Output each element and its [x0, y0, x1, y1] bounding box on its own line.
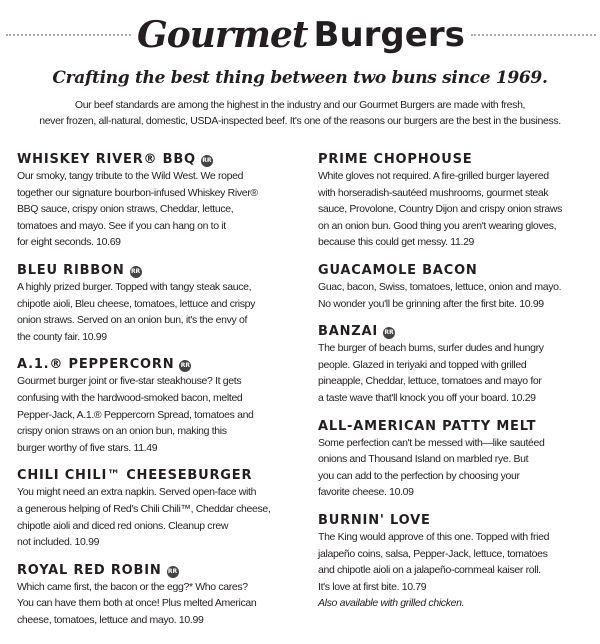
- menu-item: [318, 152, 600, 251]
- menu-item-title: CHILI CHILI™ CHEESEBURGER: [17, 468, 253, 484]
- menu-item-description-line: The King would approve of this one. Topped with fried: [318, 530, 550, 543]
- menu-item-name: [318, 152, 600, 168]
- menu-item: [318, 513, 600, 612]
- menu-item: [17, 357, 307, 456]
- menu-item: [17, 263, 307, 345]
- menu-item-title: ROYAL RED ROBIN: [17, 562, 162, 578]
- title-bold: Burgers: [313, 15, 465, 55]
- menu-column-right: [318, 152, 600, 624]
- menu-item-description-line: cheese, tomatoes, lettuce and mayo. 10.99: [17, 613, 204, 626]
- menu-item-title: BURNIN' LOVE: [318, 512, 431, 528]
- menu-item-description-line: Our smoky, tangy tribute to the Wild West. We roped: [17, 170, 244, 182]
- menu-item-name: [318, 263, 600, 279]
- menu-item-note: Also available with grilled chicken.: [318, 597, 465, 610]
- menu-item-description-line: sauce, Provolone, Country Dijon and crispy onion straws: [318, 203, 562, 216]
- menu-item-description-line: Some perfection can't be messed with—like sautéed: [318, 436, 545, 449]
- menu-item-name: [17, 263, 307, 279]
- menu-item-description-line: chipotle aioli and diced red onions. Cleanup crew: [17, 519, 229, 532]
- menu-item-description-line: people. Glazed in teriyaki and topped with grilled: [318, 358, 527, 371]
- menu-item-name: [17, 152, 307, 168]
- menu-item-description-line: confusing with the hardwood-smoked bacon, melted: [17, 391, 243, 404]
- tagline: Crafting the best thing between two buns since 1969.: [52, 68, 548, 88]
- menu-item-description-line: jalapeño coins, salsa, Pepper-Jack, lettuce, tomatoes: [318, 547, 548, 560]
- menu-item-description-line: the county fair. 10.99: [17, 330, 107, 343]
- menu-item: [318, 324, 600, 406]
- menu-item-title: BLEU RIBBON: [17, 262, 125, 278]
- menu-item-description-line: onion straws. Served on an onion bun, it's the envy of: [17, 314, 248, 327]
- menu-item-description-line: You can have them both at once! Plus melted American: [17, 597, 257, 610]
- menu-item-name: [318, 324, 600, 340]
- menu-item-title: WHISKEY RIVER® BBQ: [17, 152, 196, 167]
- red-robin-logo-icon: RR: [201, 155, 213, 167]
- menu-item-title: GUACAMOLE BACON: [318, 262, 478, 278]
- menu-item-description-line: Gourmet burger joint or five-star steakhouse? It gets: [17, 375, 242, 388]
- menu-item-description-line: No wonder you'll be grinning after the first bite. 10.99: [318, 297, 544, 310]
- menu-item-title: PRIME CHOPHOUSE: [318, 152, 473, 167]
- menu-item-description-line: White gloves not required. A fire-grilled burger layered: [318, 170, 549, 182]
- dotted-divider-left: [6, 34, 131, 36]
- menu-item: [17, 563, 307, 629]
- menu-item-name: [318, 513, 600, 529]
- menu-item-description-line: because this could get messy. 11.29: [318, 236, 475, 249]
- menu-item-description-line: tomatoes and mayo. See if you can hang on to it: [17, 219, 226, 232]
- menu-item-name: [17, 563, 307, 579]
- menu-item-name: [17, 357, 307, 373]
- menu-item-description-line: pineapple, Cheddar, lettuce, tomatoes and mayo for: [318, 375, 542, 388]
- intro-line: never frozen, all-natural, domestic, USDA-inspected beef. It's one of the reasons our burgers are the best in the business.: [39, 115, 561, 127]
- red-robin-logo-icon: RR: [383, 327, 395, 339]
- intro-text: [0, 97, 600, 129]
- menu-item-description-line: a taste wave that'll knock you off your board. 10.29: [318, 391, 536, 404]
- menu-item-description-line: Pepper-Jack, A.1.® Peppercorn Spread, tomatoes and: [17, 408, 254, 421]
- page-title: [0, 14, 600, 56]
- menu-item-description-line: A highly prized burger. Topped with tangy steak sauce,: [17, 280, 252, 293]
- red-robin-logo-icon: RR: [130, 266, 142, 278]
- menu-item-description-line: BBQ sauce, crispy onion straws, Cheddar, lettuce,: [17, 203, 234, 216]
- menu-item: [318, 419, 600, 501]
- menu-item-name: [17, 468, 307, 484]
- menu-item-description-line: onions and Thousand Island on marbled rye. But: [318, 453, 529, 466]
- menu-item-description-line: and chipotle aioli on a jalapeño-cornmeal kaiser roll.: [318, 564, 541, 577]
- menu-item-description-line: Guac, bacon, Swiss, tomatoes, lettuce, onion and mayo.: [318, 280, 562, 293]
- menu-item-description-line: on an onion bun. Good thing you aren't wearing gloves,: [318, 219, 557, 232]
- menu-item: [17, 468, 307, 550]
- menu-item-description-line: The burger of beach bums, surfer dudes and hungry: [318, 342, 544, 355]
- red-robin-logo-icon: RR: [167, 566, 179, 578]
- menu-item-title: ALL-AMERICAN PATTY MELT: [318, 418, 537, 434]
- menu-item-description-line: you can add to the perfection by choosing your: [318, 469, 520, 482]
- menu-item-description-line: It's love at first bite. 10.79: [318, 580, 427, 593]
- menu-item-description-line: not included. 10.99: [17, 536, 100, 549]
- menu-item: [17, 152, 307, 251]
- red-robin-logo-icon: RR: [179, 360, 191, 372]
- menu-item-description-line: together our signature bourbon-infused Whiskey River®: [17, 186, 258, 199]
- menu-item-description-line: chipotle aioli, Bleu cheese, tomatoes, lettuce and crispy: [17, 297, 256, 310]
- menu-item-description-line: burger worthy of five stars. 11.49: [17, 441, 158, 454]
- menu-item-description-line: with horseradish-sautéed mushrooms, gourmet steak: [318, 186, 549, 199]
- menu-item-description-line: Which came first, the bacon or the egg?* Who cares?: [17, 580, 248, 593]
- menu-item-description-line: a generous helping of Red's Chili Chili™, Cheddar cheese,: [17, 502, 271, 515]
- menu-item-description-line: You might need an extra napkin. Served open-face with: [17, 486, 257, 499]
- menu-column-left: [17, 152, 307, 640]
- menu-item-title: BANZAI: [318, 324, 378, 340]
- menu-item-title: A.1.® PEPPERCORN: [17, 357, 175, 373]
- menu-item-description-line: crispy onion straws on an onion bun, making this: [17, 425, 227, 438]
- menu-item-description-line: for eight seconds. 10.69: [17, 236, 121, 249]
- menu-item-description-line: favorite cheese. 10.09: [318, 486, 414, 499]
- title-script: Gourmet: [137, 14, 308, 56]
- intro-line: Our beef standards are among the highest in the industry and our Gourmet Burgers are made with fresh,: [74, 99, 526, 111]
- menu-item: [318, 263, 600, 312]
- menu-item-name: [318, 419, 600, 435]
- dotted-divider-right: [471, 34, 596, 36]
